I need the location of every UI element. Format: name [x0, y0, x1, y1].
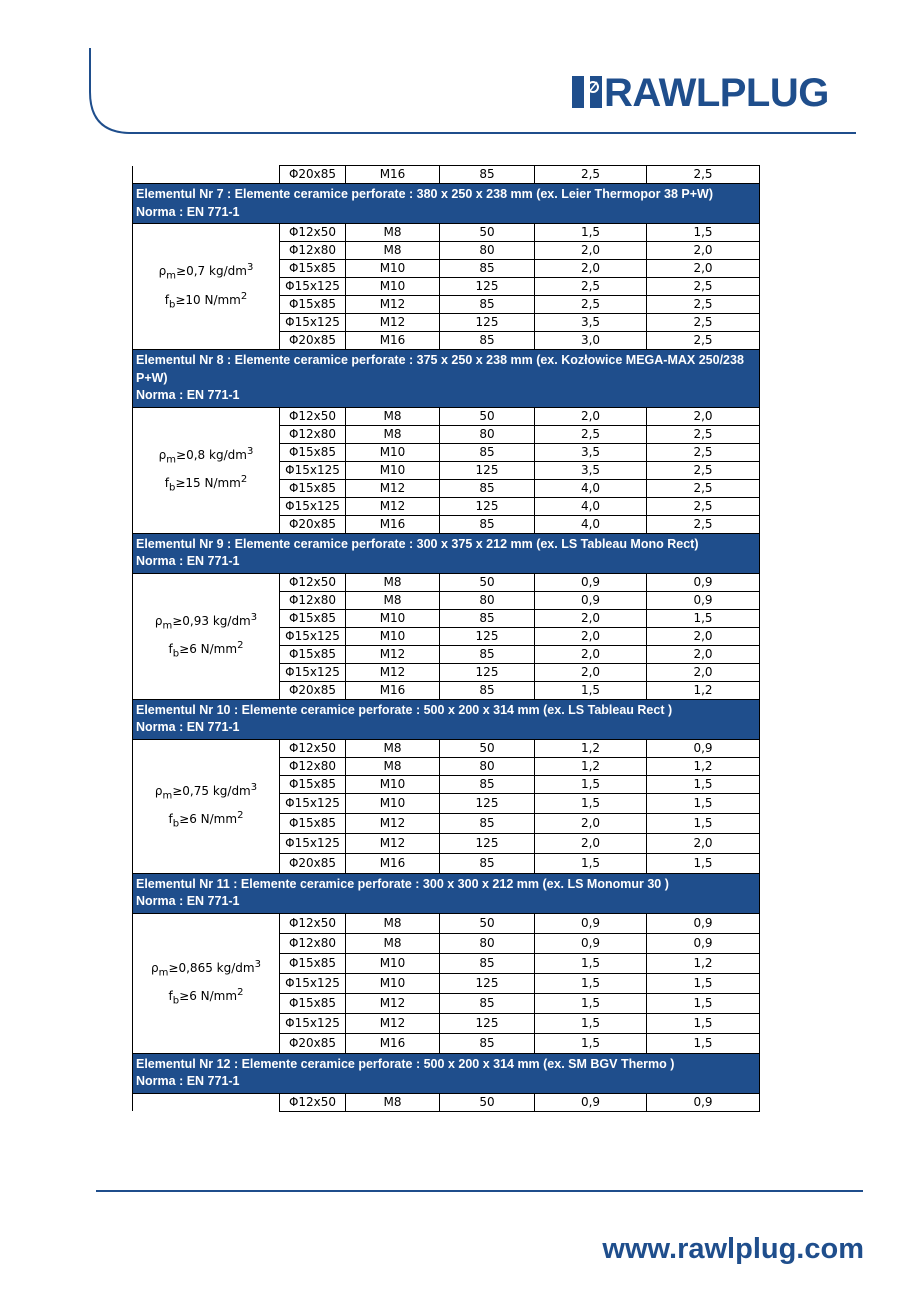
footer-website-link[interactable]: www.rawlplug.com: [602, 1233, 864, 1265]
logo-text: RAWLPLUG: [604, 71, 829, 115]
load-value-cell: 2,5: [535, 425, 647, 443]
anchor-size-cell: Φ20x85: [280, 515, 346, 533]
material-properties: [133, 407, 280, 533]
table-row: [133, 224, 760, 242]
anchor-size-cell: Φ15x125: [280, 497, 346, 515]
thread-cell: M12: [346, 479, 440, 497]
load-value-cell: 1,5: [647, 813, 760, 833]
load-value-cell: 1,5: [535, 224, 647, 242]
strength-line: $f_b\ge 15$ $N/mm^2$: [164, 474, 248, 494]
embedment-depth-cell: 125: [440, 627, 535, 645]
load-value-cell: 0,9: [647, 913, 760, 933]
anchor-size-cell: Φ15x125: [280, 278, 346, 296]
table-row: [133, 407, 760, 425]
density-line: $\rho_m\ge 0,75$ $kg/dm^3$: [154, 781, 258, 801]
embedment-depth-cell: 125: [440, 793, 535, 813]
density-subscript: m: [162, 620, 173, 631]
logo-mark-icon: [572, 76, 604, 110]
embedment-depth-cell: 80: [440, 425, 535, 443]
embedment-depth-cell: 85: [440, 479, 535, 497]
anchor-size-cell: Φ20x85: [280, 166, 346, 184]
load-value-cell: 2,5: [535, 278, 647, 296]
density-line: $\rho_m\ge 0,8$ $kg/dm^3$: [158, 445, 254, 465]
anchor-size-cell: Φ20x85: [280, 681, 346, 699]
strength-exponent: 2: [240, 474, 248, 485]
density-line: $\rho_m\ge 0,7$ $kg/dm^3$: [158, 262, 254, 282]
anchor-size-cell: Φ15x125: [280, 793, 346, 813]
anchor-size-cell: Φ15x85: [280, 813, 346, 833]
anchor-size-cell: Φ12x50: [280, 1093, 346, 1111]
anchor-size-cell: Φ15x125: [280, 461, 346, 479]
load-value-cell: 2,5: [647, 278, 760, 296]
section-header: [133, 184, 760, 224]
density-subscript: m: [166, 454, 177, 465]
load-value-cell: 1,5: [647, 775, 760, 793]
table-row: [133, 739, 760, 757]
strength-subscript: b: [172, 995, 180, 1007]
thread-cell: M12: [346, 497, 440, 515]
anchor-size-cell: Φ15x85: [280, 260, 346, 278]
anchor-size-cell: Φ15x125: [280, 1013, 346, 1033]
load-value-cell: 1,5: [535, 681, 647, 699]
embedment-depth-cell: 85: [440, 681, 535, 699]
thread-cell: M10: [346, 443, 440, 461]
section-title: Elementul Nr 7 : Elemente ceramice perforate : 380 x 250 x 238 mm (ex. Leier Thermopor 38 P+W): [136, 187, 713, 201]
load-value-cell: 2,0: [647, 645, 760, 663]
load-value-cell: 4,0: [535, 479, 647, 497]
thread-cell: M8: [346, 242, 440, 260]
load-value-cell: 2,0: [647, 407, 760, 425]
table-row: [133, 573, 760, 591]
load-value-cell: 1,5: [647, 853, 760, 873]
anchor-size-cell: Φ15x85: [280, 296, 346, 314]
embedment-depth-cell: 125: [440, 663, 535, 681]
load-value-cell: 1,5: [647, 1013, 760, 1033]
load-value-cell: 3,0: [535, 332, 647, 350]
load-value-cell: 2,5: [535, 296, 647, 314]
load-value-cell: 2,5: [647, 479, 760, 497]
section-norma: Norma : EN 771-1: [136, 894, 240, 908]
strength-value: 10 N/mm: [185, 292, 241, 307]
load-value-cell: 2,5: [647, 166, 760, 184]
density-value: 0,8 kg/dm: [186, 447, 247, 462]
strength-exponent: 2: [237, 640, 244, 651]
thread-cell: M8: [346, 224, 440, 242]
load-value-cell: 1,2: [647, 953, 760, 973]
load-value-cell: 2,0: [647, 627, 760, 645]
load-value-cell: 2,0: [535, 242, 647, 260]
embedment-depth-cell: 85: [440, 296, 535, 314]
load-value-cell: 2,5: [647, 461, 760, 479]
thread-cell: M12: [346, 813, 440, 833]
thread-cell: M10: [346, 953, 440, 973]
thread-cell: M12: [346, 296, 440, 314]
strength-exponent: 2: [237, 810, 244, 821]
load-value-cell: 1,5: [535, 853, 647, 873]
section-header-row: [133, 1053, 760, 1093]
strength-line: $f_b\ge 6$ $N/mm^2$: [168, 987, 244, 1007]
load-value-cell: 2,0: [535, 260, 647, 278]
anchor-size-cell: Φ15x125: [280, 627, 346, 645]
embedment-depth-cell: 50: [440, 407, 535, 425]
anchor-size-cell: Φ15x85: [280, 953, 346, 973]
embedment-depth-cell: 80: [440, 757, 535, 775]
embedment-depth-cell: 85: [440, 953, 535, 973]
load-value-cell: 1,5: [535, 775, 647, 793]
load-value-cell: 2,0: [535, 833, 647, 853]
thread-cell: M12: [346, 645, 440, 663]
load-value-cell: 2,0: [647, 663, 760, 681]
load-value-cell: 1,5: [647, 1033, 760, 1053]
embedment-depth-cell: 125: [440, 461, 535, 479]
material-properties: [133, 224, 280, 350]
thread-cell: M10: [346, 775, 440, 793]
load-value-cell: 0,9: [647, 1093, 760, 1111]
section-title: Elementul Nr 10 : Elemente ceramice perforate : 500 x 200 x 314 mm (ex. LS Tableau Rect ): [136, 702, 673, 717]
embedment-depth-cell: 85: [440, 166, 535, 184]
load-value-cell: 1,5: [535, 793, 647, 813]
anchor-size-cell: Φ15x125: [280, 973, 346, 993]
strength-value: 6 N/mm: [189, 812, 238, 826]
anchor-size-cell: Φ20x85: [280, 332, 346, 350]
anchor-size-cell: Φ12x80: [280, 425, 346, 443]
load-value-cell: 3,5: [535, 443, 647, 461]
embedment-depth-cell: 125: [440, 314, 535, 332]
thread-cell: M10: [346, 627, 440, 645]
load-value-cell: 0,9: [647, 739, 760, 757]
load-value-cell: 2,5: [647, 497, 760, 515]
density-exponent: 3: [246, 262, 254, 274]
table-row: [133, 166, 760, 184]
rawlplug-logo: [572, 71, 858, 115]
density-subscript: m: [158, 967, 169, 978]
load-value-cell: 2,0: [535, 813, 647, 833]
anchor-size-cell: Φ15x85: [280, 479, 346, 497]
embedment-depth-cell: 125: [440, 497, 535, 515]
embedment-depth-cell: 50: [440, 913, 535, 933]
strength-value: 15 N/mm: [185, 476, 241, 490]
load-value-cell: 1,5: [647, 793, 760, 813]
section-header: [133, 699, 760, 739]
load-value-cell: 3,5: [535, 461, 647, 479]
load-value-cell: 2,5: [647, 443, 760, 461]
load-value-cell: 4,0: [535, 515, 647, 533]
thread-cell: M16: [346, 166, 440, 184]
load-value-cell: 1,5: [535, 1033, 647, 1053]
embedment-depth-cell: 80: [440, 242, 535, 260]
anchor-size-cell: Φ12x50: [280, 573, 346, 591]
anchor-size-cell: Φ15x85: [280, 775, 346, 793]
load-value-cell: 2,0: [535, 645, 647, 663]
anchor-size-cell: Φ15x85: [280, 609, 346, 627]
section-norma: Norma : EN 771-1: [136, 554, 240, 568]
density-exponent: 3: [250, 611, 258, 623]
section-header-row: [133, 699, 760, 739]
load-value-cell: 2,0: [535, 627, 647, 645]
embedment-depth-cell: 125: [440, 833, 535, 853]
load-value-cell: 2,0: [535, 407, 647, 425]
thread-cell: M8: [346, 407, 440, 425]
load-value-cell: 4,0: [535, 497, 647, 515]
thread-cell: M8: [346, 573, 440, 591]
anchor-size-cell: Φ12x80: [280, 933, 346, 953]
density-exponent: 3: [254, 958, 261, 970]
section-header: [133, 1053, 760, 1093]
strength-subscript: b: [172, 648, 180, 660]
load-value-cell: 2,5: [647, 515, 760, 533]
table-row: [133, 913, 760, 933]
thread-cell: M12: [346, 1013, 440, 1033]
anchor-size-cell: Φ12x50: [280, 407, 346, 425]
section-title: Elementul Nr 11 : Elemente ceramice perforate : 300 x 300 x 212 mm (ex. LS Monomur 30 ): [136, 876, 669, 891]
embedment-depth-cell: 125: [440, 1013, 535, 1033]
section-header-row: [133, 873, 760, 913]
strength-subscript: b: [172, 818, 180, 830]
density-exponent: 3: [246, 445, 254, 457]
anchor-size-cell: Φ15x125: [280, 663, 346, 681]
density-value: 0,865 kg/dm: [178, 960, 255, 975]
density-subscript: m: [166, 270, 177, 282]
section-norma: Norma : EN 771-1: [136, 388, 240, 402]
load-value-cell: 1,2: [647, 757, 760, 775]
embedment-depth-cell: 85: [440, 609, 535, 627]
thread-cell: M16: [346, 515, 440, 533]
anchor-size-cell: Φ12x80: [280, 757, 346, 775]
section-norma: Norma : EN 771-1: [136, 1074, 240, 1088]
load-value-cell: 2,0: [647, 260, 760, 278]
load-value-cell: 2,5: [647, 314, 760, 332]
density-subscript: m: [162, 790, 173, 801]
section-header: [133, 350, 760, 408]
thread-cell: M8: [346, 591, 440, 609]
embedment-depth-cell: 85: [440, 1033, 535, 1053]
embedment-depth-cell: 85: [440, 260, 535, 278]
strength-exponent: 2: [240, 290, 248, 302]
anchor-size-cell: Φ15x85: [280, 993, 346, 1013]
density-line: $\rho_m\ge 0,93$ $kg/dm^3$: [154, 611, 258, 631]
thread-cell: M10: [346, 793, 440, 813]
thread-cell: M8: [346, 739, 440, 757]
load-value-cell: 2,5: [647, 296, 760, 314]
thread-cell: M10: [346, 609, 440, 627]
embedment-depth-cell: 125: [440, 278, 535, 296]
density-line: $\rho_m\ge 0,865$ $kg/dm^3$: [151, 958, 261, 978]
embedment-depth-cell: 85: [440, 853, 535, 873]
density-exponent: 3: [250, 781, 258, 793]
load-value-cell: 1,5: [535, 993, 647, 1013]
strength-line: $f_b\ge 10$ $N/mm^2$: [164, 290, 248, 310]
load-value-cell: 2,5: [535, 166, 647, 184]
embedment-depth-cell: 85: [440, 332, 535, 350]
thread-cell: M10: [346, 973, 440, 993]
embedment-depth-cell: 85: [440, 515, 535, 533]
section-title: Elementul Nr 9 : Elemente ceramice perforate : 300 x 375 x 212 mm (ex. LS Tableau Mono Rect): [136, 536, 699, 551]
load-value-cell: 1,5: [535, 953, 647, 973]
load-value-cell: 0,9: [647, 591, 760, 609]
load-value-cell: 1,2: [535, 757, 647, 775]
embedment-depth-cell: 50: [440, 739, 535, 757]
density-value: 0,7 kg/dm: [186, 264, 247, 279]
embedment-depth-cell: 125: [440, 973, 535, 993]
thread-cell: M8: [346, 913, 440, 933]
load-value-cell: 2,0: [647, 833, 760, 853]
section-header-row: [133, 350, 760, 408]
section-norma: Norma : EN 771-1: [136, 204, 240, 219]
section-header: [133, 533, 760, 573]
thread-cell: M12: [346, 833, 440, 853]
load-value-cell: 0,9: [535, 1093, 647, 1111]
load-value-cell: 2,0: [535, 663, 647, 681]
section-header-row: [133, 533, 760, 573]
anchor-size-cell: Φ20x85: [280, 1033, 346, 1053]
embedment-depth-cell: 85: [440, 645, 535, 663]
thread-cell: M10: [346, 278, 440, 296]
load-value-cell: 1,5: [647, 224, 760, 242]
anchor-size-cell: Φ12x80: [280, 591, 346, 609]
anchor-size-cell: Φ15x85: [280, 645, 346, 663]
material-properties: [133, 573, 280, 699]
anchor-size-cell: Φ12x50: [280, 739, 346, 757]
anchor-size-cell: Φ12x50: [280, 224, 346, 242]
load-value-cell: 0,9: [535, 573, 647, 591]
embedment-depth-cell: 85: [440, 813, 535, 833]
section-title: Elementul Nr 8 : Elemente ceramice perforate : 375 x 250 x 238 mm (ex. Kozłowice MEGA-MAX 250/238 P+W): [136, 353, 744, 385]
load-value-cell: 0,9: [647, 573, 760, 591]
load-value-cell: 1,5: [647, 609, 760, 627]
embedment-depth-cell: 80: [440, 933, 535, 953]
section-header: [133, 873, 760, 913]
load-value-cell: 0,9: [535, 933, 647, 953]
thread-cell: M16: [346, 681, 440, 699]
section-header-row: [133, 184, 760, 224]
load-value-cell: 0,9: [535, 913, 647, 933]
property-cell: [133, 166, 280, 184]
strength-line: $f_b\ge 6$ $N/mm^2$: [168, 810, 244, 830]
section-norma: Norma : EN 771-1: [136, 720, 240, 734]
strength-line: $f_b\ge 6$ $N/mm^2$: [168, 640, 244, 660]
strength-subscript: b: [168, 298, 176, 310]
embedment-depth-cell: 85: [440, 775, 535, 793]
embedment-depth-cell: 50: [440, 573, 535, 591]
load-value-cell: 2,5: [647, 332, 760, 350]
load-value-cell: 2,5: [647, 425, 760, 443]
thread-cell: M8: [346, 1093, 440, 1111]
anchor-size-cell: Φ12x80: [280, 242, 346, 260]
anchor-size-cell: Φ15x125: [280, 833, 346, 853]
strength-value: 6 N/mm: [189, 989, 238, 1003]
anchor-size-cell: Φ15x125: [280, 314, 346, 332]
thread-cell: M8: [346, 757, 440, 775]
thread-cell: M10: [346, 260, 440, 278]
load-value-cell: 2,0: [535, 609, 647, 627]
embedment-depth-cell: 50: [440, 224, 535, 242]
load-value-cell: 0,9: [647, 933, 760, 953]
embedment-depth-cell: 85: [440, 443, 535, 461]
thread-cell: M8: [346, 933, 440, 953]
thread-cell: M12: [346, 314, 440, 332]
thread-cell: M8: [346, 425, 440, 443]
material-properties: [133, 1093, 280, 1111]
footer-divider: [96, 1190, 863, 1192]
anchor-size-cell: Φ15x85: [280, 443, 346, 461]
load-value-cell: 2,0: [647, 242, 760, 260]
table-row: [133, 1093, 760, 1111]
embedment-depth-cell: 50: [440, 1093, 535, 1111]
material-properties: [133, 913, 280, 1053]
thread-cell: M10: [346, 461, 440, 479]
load-value-cell: 1,2: [647, 681, 760, 699]
density-value: 0,75 kg/dm: [182, 783, 251, 798]
density-value: 0,93 kg/dm: [182, 613, 251, 628]
strength-exponent: 2: [237, 987, 244, 998]
resistance-table: [132, 165, 760, 1112]
anchor-size-cell: Φ20x85: [280, 853, 346, 873]
load-value-cell: 1,5: [647, 993, 760, 1013]
load-value-cell: 0,9: [535, 591, 647, 609]
section-title: Elementul Nr 12 : Elemente ceramice perforate : 500 x 200 x 314 mm (ex. SM BGV Thermo ): [136, 1056, 675, 1071]
thread-cell: M16: [346, 853, 440, 873]
load-value-cell: 1,5: [535, 1013, 647, 1033]
thread-cell: M16: [346, 332, 440, 350]
embedment-depth-cell: 85: [440, 993, 535, 1013]
embedment-depth-cell: 80: [440, 591, 535, 609]
load-value-cell: 1,5: [647, 973, 760, 993]
strength-value: 6 N/mm: [189, 642, 238, 656]
anchor-size-cell: Φ12x50: [280, 913, 346, 933]
strength-subscript: b: [168, 482, 176, 494]
thread-cell: M16: [346, 1033, 440, 1053]
thread-cell: M12: [346, 993, 440, 1013]
load-value-cell: 3,5: [535, 314, 647, 332]
load-value-cell: 1,2: [535, 739, 647, 757]
load-value-cell: 1,5: [535, 973, 647, 993]
thread-cell: M12: [346, 663, 440, 681]
material-properties: [133, 739, 280, 873]
